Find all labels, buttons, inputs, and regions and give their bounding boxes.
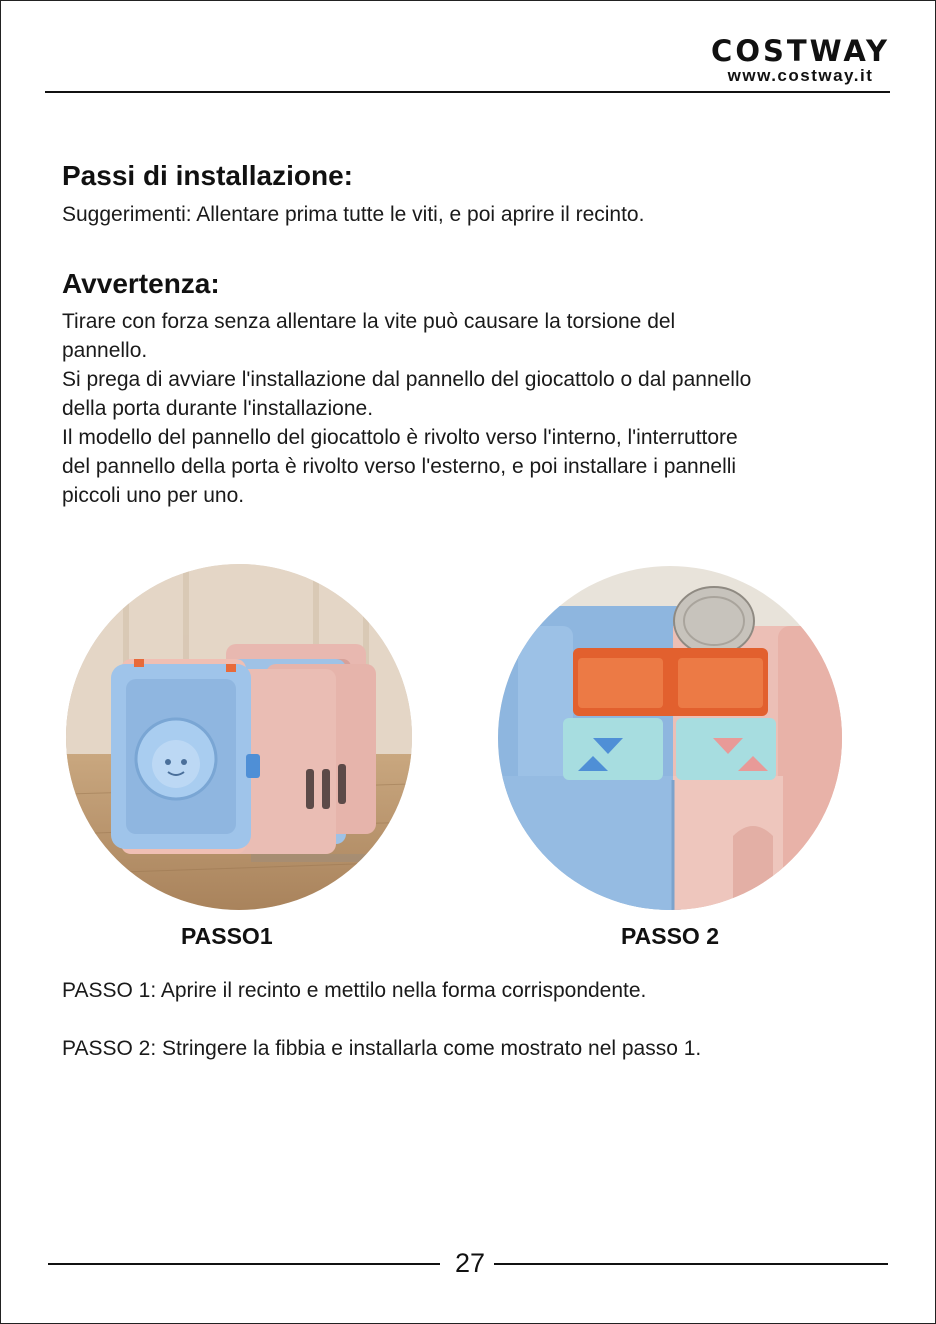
footer-rule-left [48,1263,440,1265]
warning-line: Il modello del pannello del giocattolo è rivolto verso l'interno, l'interruttore [62,426,738,449]
warning-line: piccoli uno per uno. [62,484,245,507]
step2-text: PASSO 2: Stringere la fibbia e installarla come mostrato nel passo 1. [62,1037,702,1060]
brand-url: www.costway.it [727,66,874,85]
page-number: 27 [454,1248,486,1278]
step2-photo [498,566,842,910]
warning-text [62,307,882,510]
footer-rule-right [494,1263,888,1265]
header-rule [45,91,890,93]
brand-name: COSTWAY [711,34,890,68]
costway-logo [711,36,890,86]
warning-line: della porta durante l'installazione. [62,397,374,420]
step2-caption: PASSO 2 [621,923,719,949]
playpen-folded-illustration [66,564,412,910]
step1-text: PASSO 1: Aprire il recinto e mettilo nella forma corrispondente. [62,979,647,1002]
step1-caption: PASSO1 [181,923,273,949]
warning-line: Tirare con forza senza allentare la vite può causare la torsione del [62,310,676,333]
connector-closeup-illustration [498,566,842,910]
warning-title: Avvertenza: [62,268,220,299]
warning-line: pannello. [62,339,148,362]
warning-line: Si prega di avviare l'installazione dal pannello del giocattolo o dal pannello [62,368,752,391]
install-tip: Suggerimenti: Allentare prima tutte le viti, e poi aprire il recinto. [62,203,645,226]
warning-line: del pannello della porta è rivolto verso l'esterno, e poi installare i pannelli [62,455,737,478]
install-title: Passi di installazione: [62,160,353,191]
step1-photo [66,564,412,910]
